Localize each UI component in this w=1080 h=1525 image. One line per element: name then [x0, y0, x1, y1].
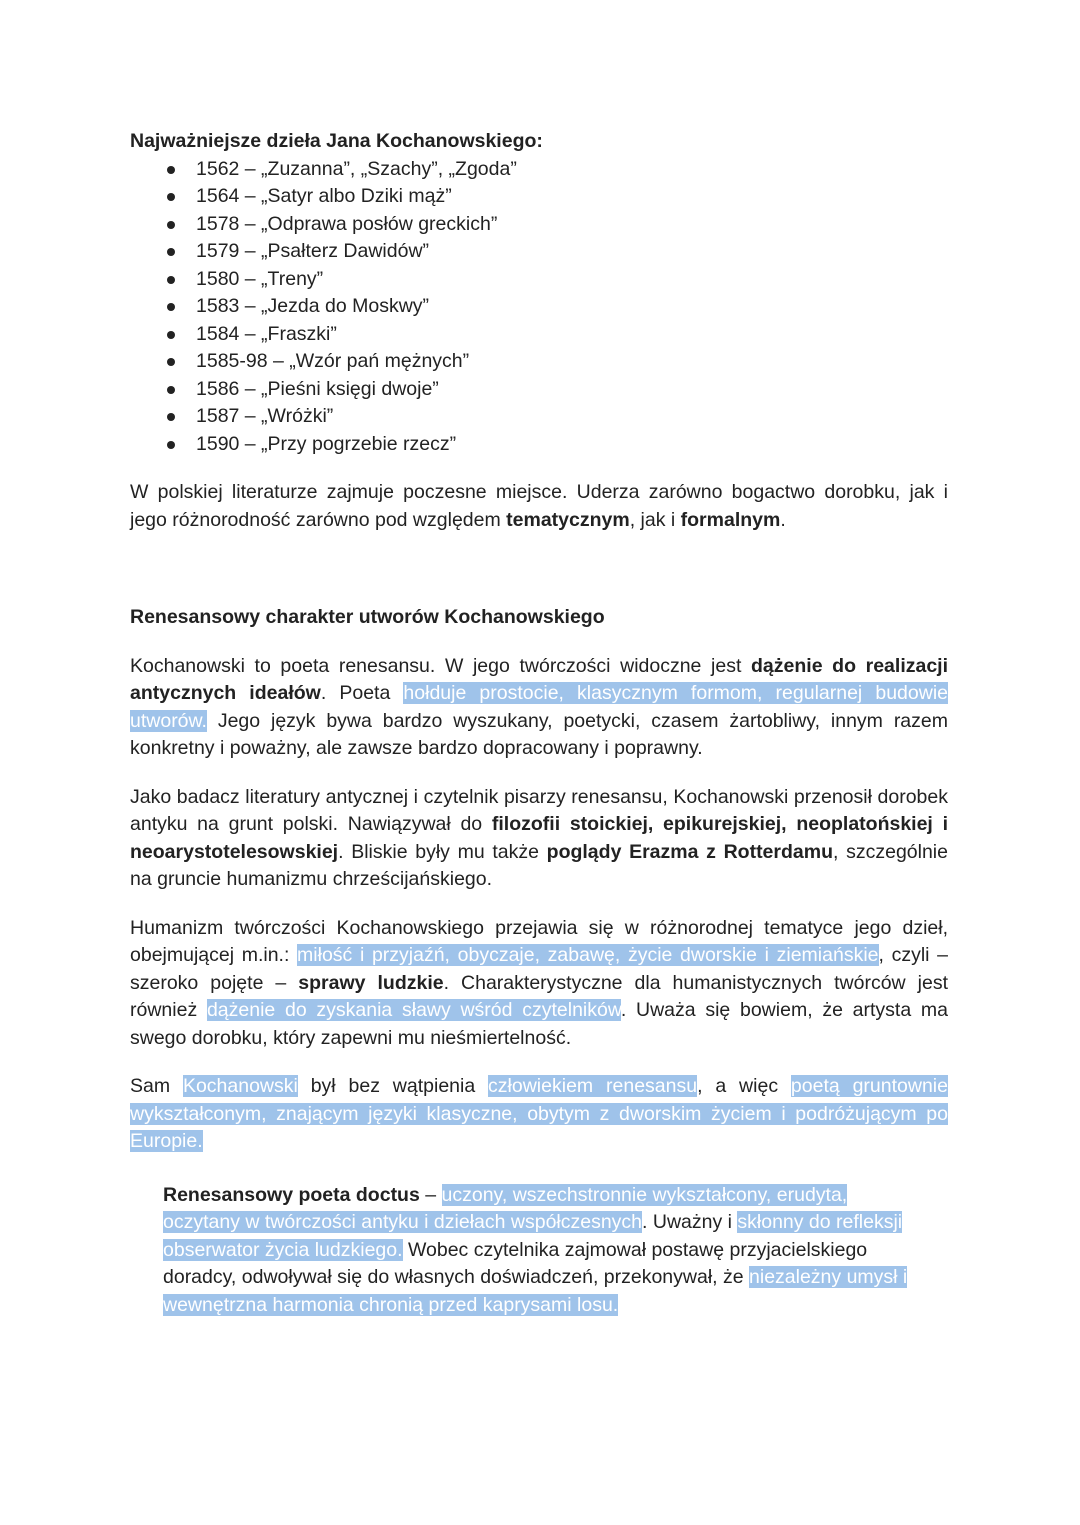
bold-term: tematycznym — [506, 508, 630, 531]
paragraph-renaissance-man: Sam Kochanowski był bez wątpienia człowiekiem renesansu, a więc poetą gruntownie wykształconym, znającym języki klasyczne, obytym z dworskim życiem i podróżującym po Europie. — [130, 1075, 948, 1152]
works-list — [130, 156, 948, 459]
works-heading: Najważniejsze dzieła Jana Kochanowskiego: — [130, 130, 543, 152]
highlighted-text: Kochanowski — [182, 1075, 298, 1097]
section-heading: Renesansowy charakter utworów Kochanowskiego — [130, 606, 605, 628]
bold-term: formalnym — [680, 508, 781, 531]
works-list-item: 1587 – „Wróżki” — [165, 403, 948, 431]
works-list-item: 1583 – „Jezda do Moskwy” — [165, 293, 948, 321]
works-list-item: 1579 – „Psałterz Dawidów” — [165, 238, 948, 266]
highlighted-text: dążenie do zyskania sławy wśród czytelników — [206, 999, 621, 1021]
works-list-item: 1584 – „Fraszki” — [165, 321, 948, 349]
intro-paragraph: W polskiej literaturze zajmuje poczesne miejsce. Uderza zarówno bogactwo dorobku, jak i jego różnorodność zarówno pod względem tematycznym, jak i formalnym. — [130, 481, 948, 531]
paragraph-humanism: Humanizm twórczości Kochanowskiego przejawia się w różnorodnej tematyce jego dzieł, obejmującej m.in.: miłość i przyjaźń, obyczaje, zabawę, życie dworskie i ziemiańskie, czyli – szeroko pojęte – sprawy ludzkie. Charakterystyczne dla humanistycznych twórców jest również dążenie do zyskania sławy wśród czytelników. Uważa się bowiem, że artysta ma swego dorobku, który zapewni mu nieśmiertelność. — [130, 916, 948, 1049]
highlighted-text: miłość i przyjaźń, obyczaje, zabawę, życie dworskie i ziemiańskie — [297, 944, 879, 966]
bold-term: Renesansowy poeta doctus — [163, 1183, 420, 1206]
works-list-item: 1578 – „Odprawa posłów greckich” — [165, 211, 948, 239]
works-list-item: 1564 – „Satyr albo Dziki mąż” — [165, 183, 948, 211]
paragraph-antiquity: Jako badacz literatury antycznej i czytelnik pisarzy renesansu, Kochanowski przenosił dorobek antyku na grunt polski. Nawiązywał do filozofii stoickiej, epikurejskiej, neoplatońskiej i neoarystotelesowskiej. Bliskie były mu także poglądy Erazma z Rotterdamu, szczególnie na gruncie humanizmu chrześcijańskiego. — [130, 785, 948, 890]
works-list-item: 1586 – „Pieśni księgi dwoje” — [165, 376, 948, 404]
highlighted-text: człowiekiem renesansu — [488, 1075, 698, 1097]
paragraph-renaissance-poet: Kochanowski to poeta renesansu. W jego twórczości widoczne jest dążenie do realizacji antycznych ideałów. Poeta hołduje prostocie, klasycznym formom, regularnej budowie utworów. Jego język bywa bardzo wyszukany, poetycki, czasem żartobliwy, innym razem konkretny i poważny, ale zawsze bardzo dopracowany i poprawny. — [130, 654, 949, 759]
bold-term: poglądy Erazma z Rotterdamu — [546, 840, 833, 863]
works-list-item: 1562 – „Zuzanna”, „Szachy”, „Zgoda” — [165, 156, 948, 184]
works-list-item: 1585-98 – „Wzór pań mężnych” — [165, 348, 948, 376]
highlighted-text: skłonny do refleksji obserwator życia ludzkiego. — [163, 1211, 903, 1261]
poeta-doctus-note: Renesansowy poeta doctus – uczony, wszechstronnie wykształcony, erudyta, oczytany w twórczości antyku i dziełach współczesnych. Uważny i skłonny do refleksji obserwator życia ludzkiego. Wobec czytelnika zajmował postawę przyjacielskiego doradcy, odwoływał się do własnych doświadczeń, przekonywał, że niezależny umysł i wewnętrzna harmonia chronią przed kaprysami losu. — [163, 1183, 908, 1316]
bold-term: dążenie do realizacji antycznych ideałów — [130, 654, 949, 704]
highlighted-text: hołduje prostocie, klasycznym formom, regularnej budowie utworów. — [130, 682, 949, 732]
works-list-item: 1590 – „Przy pogrzebie rzecz” — [165, 431, 948, 459]
highlighted-text: niezależny umysł i wewnętrzna harmonia chronią przed kaprysami losu. — [163, 1266, 908, 1316]
bold-term: filozofii stoickiej, epikurejskiej, neoplatońskiej i neoarystotelesowskiej — [130, 813, 948, 863]
document-body — [130, 128, 948, 1319]
works-list-item: 1580 – „Treny” — [165, 266, 948, 294]
highlighted-text: uczony, wszechstronnie wykształcony, erudyta, oczytany w twórczości antyku i dziełach współczesnych — [163, 1183, 848, 1233]
highlighted-text: poetą gruntownie wykształconym, znającym języki klasyczne, obytym z dworskim życiem i podróżującym po Europie. — [130, 1075, 948, 1152]
bold-term: sprawy ludzkie — [298, 971, 444, 994]
